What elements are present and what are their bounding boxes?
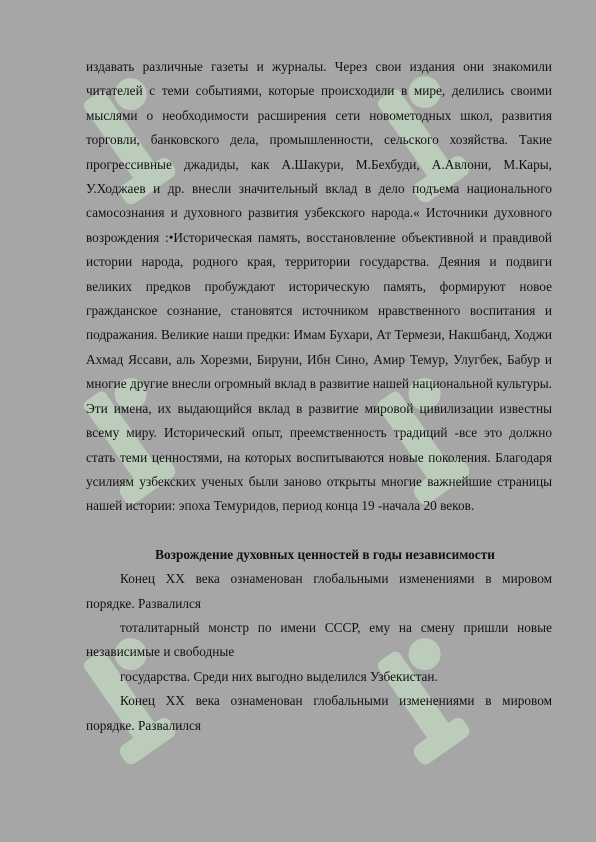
document-body bbox=[86, 55, 552, 738]
body-line: тоталитарный монстр по имени СССР, ему на смену пришли новые независимые и свободные bbox=[86, 619, 552, 660]
body-line: Конец XX века ознаменован глобальными изменениями в мировом порядке. Развалился bbox=[86, 571, 552, 611]
section-heading: Возрождение духовных ценностей в годы независимости bbox=[155, 546, 495, 562]
body-paragraph: издавать различные газеты и журналы. Через свои издания они знакомили читателей с теми событиями, которые происходили в мире, делились своими мыслями о необходимости расширения сети новометодных школ, развития торговли, банковского дела, промышленности, сельского хозяйства. Такие прогрессивные джадиды, как А.Шакури, М.Бехбуди, А.Авлони, М.Кары, У.Ходжаев и др. внесли значительный вклад в дело подъема национального самосознания и духовного развития узбекского народа.« Источники духовного возрождения :•Историческая память, восстановление объективной и правдивой истории народа, родного края, территории государства. Деяния и подвиги великих предков пробуждают историческую память, формируют новое гражданское сознание, становятся источником нравственного воспитания и подражания. Великие наши предки: Имам Бухари, Ат Термези, Накшбанд, Ходжи Ахмад Яссави, аль Хорезми, Бируни, Ибн Сино, Амир Темур, Улугбек, Бабур и многие другие внесли огромный вклад в развитие нашей национальной культуры. Эти имена, их выдающийся вклад в развитие мировой цивилизации известны всему миру. Исторический опыт, преемственность традиций -все это должно стать теми ценностями, на которых воспитываются новые поколения. Благодаря усилиям узбекских ученых были заново открыты многие важнейшие страницы нашей истории: эпоха Темуридов, период конца 19 -начала 20 веков. bbox=[86, 59, 552, 514]
body-line: государства. Среди них выгодно выделился Узбекистан. bbox=[120, 668, 438, 684]
body-line: Конец XX века ознаменован глобальными изменениями в мировом порядке. Развалился bbox=[86, 693, 552, 733]
